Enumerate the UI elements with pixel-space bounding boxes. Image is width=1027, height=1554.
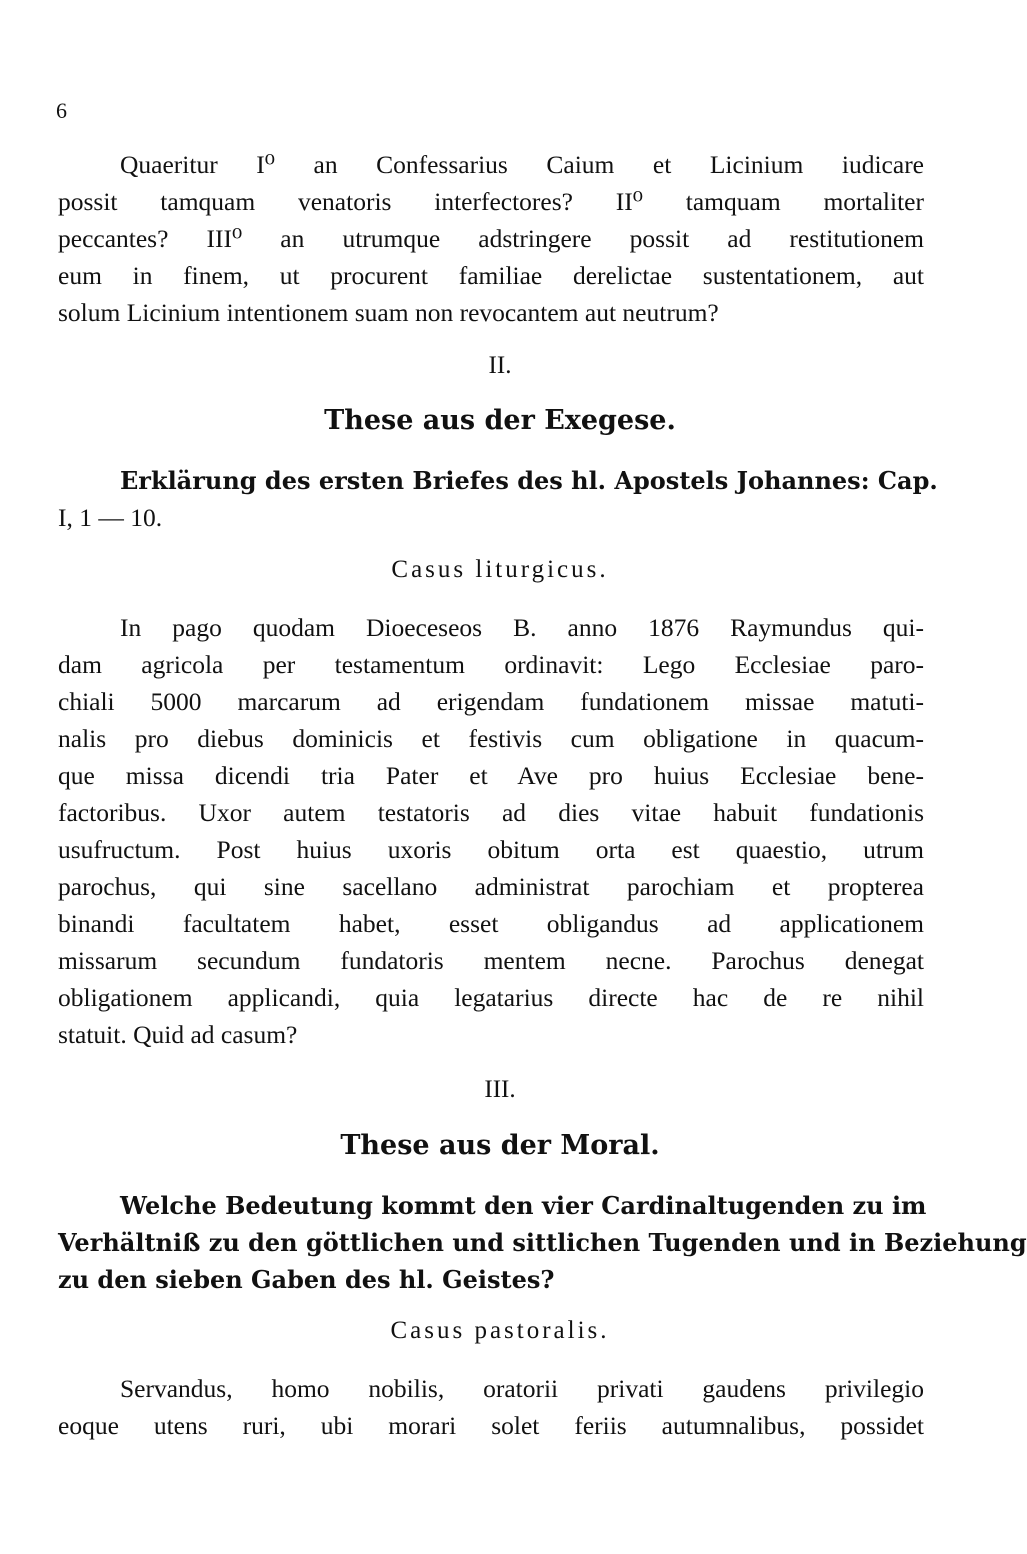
text-line: missarum secundum fundatoris mentem necne. Parochus denegat [58, 946, 924, 975]
section-ii-thesis [58, 462, 938, 536]
thesis-line: Verhältniß zu den göttlichen und sittlichen Tugenden und in Beziehung [58, 1228, 1027, 1257]
thesis-line: zu den sieben Gaben des hl. Geistes? [58, 1265, 555, 1294]
text-line: eum in finem, ut procurent familiae derelictae sustentationem, aut [58, 261, 924, 290]
casus-pastoralis-paragraph [58, 1370, 924, 1444]
text-line: statuit. Quid ad casum? [58, 1020, 298, 1049]
casus-liturgicus-title: Casus liturgicus. [391, 556, 609, 583]
text-line: parochus, qui sine sacellano administrat parochiam et propterea [58, 872, 924, 901]
page-number: 6 [56, 98, 67, 123]
thesis-line: Erklärung des ersten Briefes des hl. Apostels Johannes: Cap. [120, 466, 938, 495]
section-ii-heading: These aus der Exegese. [324, 405, 676, 436]
text-line: usufructum. Post huius uxoris obitum orta est quaestio, utrum [58, 835, 924, 864]
section-iii-heading: These aus der Moral. [340, 1130, 660, 1161]
text-line: que missa dicendi tria Pater et Ave pro huius Ecclesiae bene- [58, 761, 924, 790]
text-line: Servandus, homo nobilis, oratorii privati gaudens privilegio [120, 1374, 924, 1403]
text-line: eoque utens ruri, ubi morari solet feriis autumnalibus, possidet [58, 1411, 924, 1440]
text-line: possit tamquam venatoris interfectores? II⁰ tamquam mortaliter [58, 187, 924, 216]
text-line: binandi facultatem habet, esset obligandus ad applicationem [58, 909, 924, 938]
thesis-line: Welche Bedeutung kommt den vier Cardinaltugenden zu im [120, 1191, 927, 1220]
casus-liturgicus-paragraph [58, 609, 924, 1053]
casus-pastoralis-title: Casus pastoralis. [390, 1317, 610, 1344]
text-line: solum Licinium intentionem suam non revocantem aut neutrum? [58, 298, 719, 327]
section-iii-thesis [58, 1187, 1027, 1298]
text-line: obligationem applicandi, quia legatarius directe hac de re nihil [58, 983, 924, 1012]
text-line: chiali 5000 marcarum ad erigendam fundationem missae matuti- [58, 687, 924, 716]
thesis-line: I, 1 — 10. [58, 503, 163, 532]
text-line: peccantes? III⁰ an utrumque adstringere possit ad restitutionem [58, 224, 924, 253]
section-iii-numeral: III. [484, 1076, 516, 1103]
section-ii-numeral: II. [488, 352, 512, 379]
text-line: In pago quodam Dioeceseos B. anno 1876 Raymundus qui- [120, 613, 924, 642]
quaeritur-paragraph [58, 146, 924, 331]
text-line: factoribus. Uxor autem testatoris ad dies vitae habuit fundationis [58, 798, 924, 827]
text-line: dam agricola per testamentum ordinavit: Lego Ecclesiae paro- [58, 650, 924, 679]
text-line: nalis pro diebus dominicis et festivis cum obligatione in quacum- [58, 724, 924, 753]
text-line: Quaeritur I⁰ an Confessarius Caium et Licinium iudicare [120, 150, 924, 179]
